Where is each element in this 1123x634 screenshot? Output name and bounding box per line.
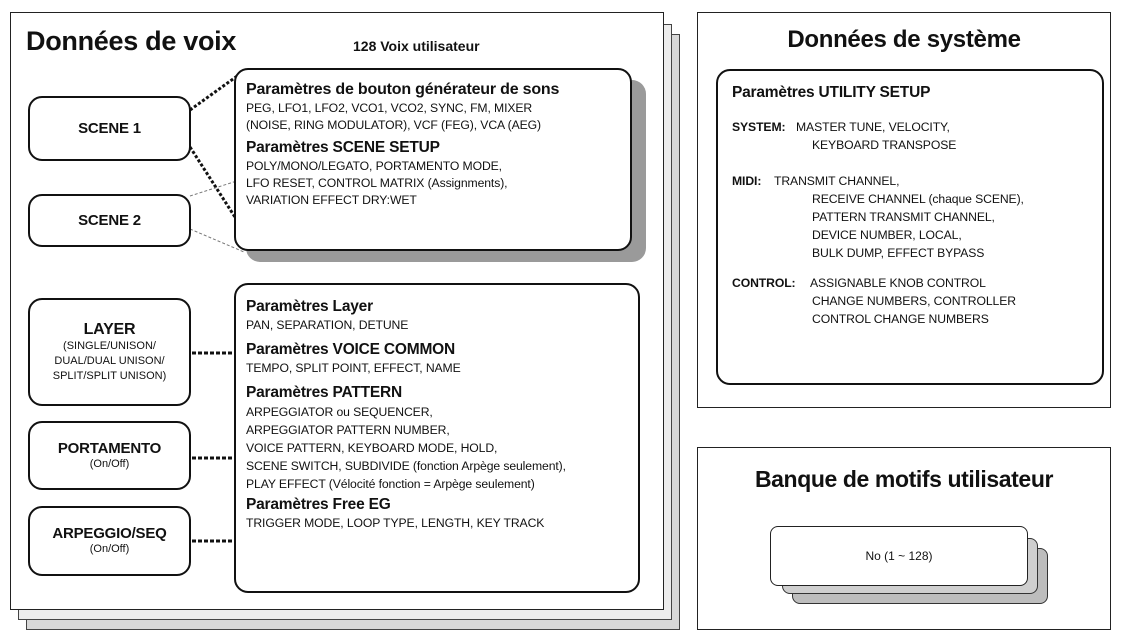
- layer-sub-1: (SINGLE/UNISON/: [63, 339, 156, 352]
- system-label: SYSTEM:: [732, 120, 786, 134]
- midi-line-1: TRANSMIT CHANNEL,: [774, 174, 900, 188]
- voice-data-title: Données de voix: [26, 26, 237, 56]
- layer-sub-3: SPLIT/SPLIT UNISON): [52, 369, 167, 382]
- pattern-bank-title: Banque de motifs utilisateur: [754, 466, 1054, 492]
- tone-line-2: (NOISE, RING MODULATOR), VCF (FEG), VCA (AEG): [246, 118, 542, 132]
- connector-scene2-top: [190, 180, 240, 196]
- layer-sub-2: DUAL/DUAL UNISON/: [54, 354, 165, 367]
- utility-setup-title: Paramètres UTILITY SETUP: [732, 84, 931, 101]
- control-label: CONTROL:: [732, 276, 796, 290]
- setup-line-1: POLY/MONO/LEGATO, PORTAMENTO MODE,: [246, 159, 502, 173]
- portamento-sub: (On/Off): [89, 457, 130, 470]
- pattern-bank-card: [770, 526, 1028, 586]
- common-params-box: [234, 283, 640, 593]
- control-line-3: CONTROL CHANGE NUMBERS: [812, 312, 989, 326]
- utility-setup-box: [716, 69, 1104, 385]
- portamento-label: PORTAMENTO: [57, 439, 162, 457]
- system-line-2: KEYBOARD TRANSPOSE: [812, 138, 957, 152]
- pattern-line-5: PLAY EFFECT (Vélocité fonction = Arpège seulement): [246, 477, 535, 491]
- scene-setup-title: Paramètres SCENE SETUP: [246, 139, 440, 156]
- control-group: [732, 275, 1102, 331]
- layer-params-line-1: PAN, SEPARATION, DETUNE: [246, 318, 409, 332]
- connector-scene1-top: [190, 74, 240, 110]
- layer-params-title: Paramètres Layer: [246, 298, 373, 315]
- voice-common-title: Paramètres VOICE COMMON: [246, 341, 456, 358]
- midi-label: MIDI:: [732, 174, 762, 188]
- midi-line-4: DEVICE NUMBER, LOCAL,: [812, 228, 962, 242]
- scene-1-box: [28, 96, 191, 161]
- free-eg-line-1: TRIGGER MODE, LOOP TYPE, LENGTH, KEY TRACK: [246, 516, 545, 530]
- setup-line-3: VARIATION EFFECT DRY:WET: [246, 193, 417, 207]
- portamento-box: [28, 421, 191, 490]
- control-line-1: ASSIGNABLE KNOB CONTROL: [810, 276, 986, 290]
- midi-line-3: PATTERN TRANSMIT CHANNEL,: [812, 210, 995, 224]
- control-line-2: CHANGE NUMBERS, CONTROLLER: [812, 294, 1016, 308]
- free-eg-title: Paramètres Free EG: [246, 496, 391, 513]
- layer-box: [28, 298, 191, 406]
- arpeggio-label: ARPEGGIO/SEQ: [52, 525, 167, 542]
- layer-label: LAYER: [83, 320, 136, 338]
- tone-generator-params-title: Paramètres de bouton générateur de sons: [246, 81, 560, 98]
- pattern-line-1: ARPEGGIATOR ou SEQUENCER,: [246, 405, 433, 419]
- midi-line-2: RECEIVE CHANNEL (chaque SCENE),: [812, 192, 1024, 206]
- system-data-title: Données de système: [787, 26, 1021, 53]
- scene-params-box: [234, 68, 632, 251]
- voice-data-subtitle: 128 Voix utilisateur: [353, 38, 480, 54]
- arpeggio-box: [28, 506, 191, 576]
- scene-2-label: SCENE 2: [78, 212, 141, 229]
- pattern-line-3: VOICE PATTERN, KEYBOARD MODE, HOLD,: [246, 441, 498, 455]
- system-group: [732, 119, 1102, 159]
- pattern-line-2: ARPEGGIATOR PATTERN NUMBER,: [246, 423, 450, 437]
- tone-line-1: PEG, LFO1, LFO2, VCO1, VCO2, SYNC, FM, MIXER: [246, 101, 533, 115]
- pattern-params-title: Paramètres PATTERN: [246, 384, 403, 401]
- voice-common-line-1: TEMPO, SPLIT POINT, EFFECT, NAME: [246, 361, 461, 375]
- setup-line-2: LFO RESET, CONTROL MATRIX (Assignments),: [246, 176, 508, 190]
- scene-2-box: [28, 194, 191, 247]
- midi-line-5: BULK DUMP, EFFECT BYPASS: [812, 246, 985, 260]
- pattern-bank-range: No (1 ~ 128): [865, 549, 933, 563]
- midi-group: [732, 173, 1102, 265]
- scene-1-label: SCENE 1: [78, 120, 141, 137]
- pattern-line-4: SCENE SWITCH, SUBDIVIDE (fonction Arpège seulement),: [246, 459, 566, 473]
- arpeggio-sub: (On/Off): [89, 543, 130, 555]
- system-line-1: MASTER TUNE, VELOCITY,: [796, 120, 950, 134]
